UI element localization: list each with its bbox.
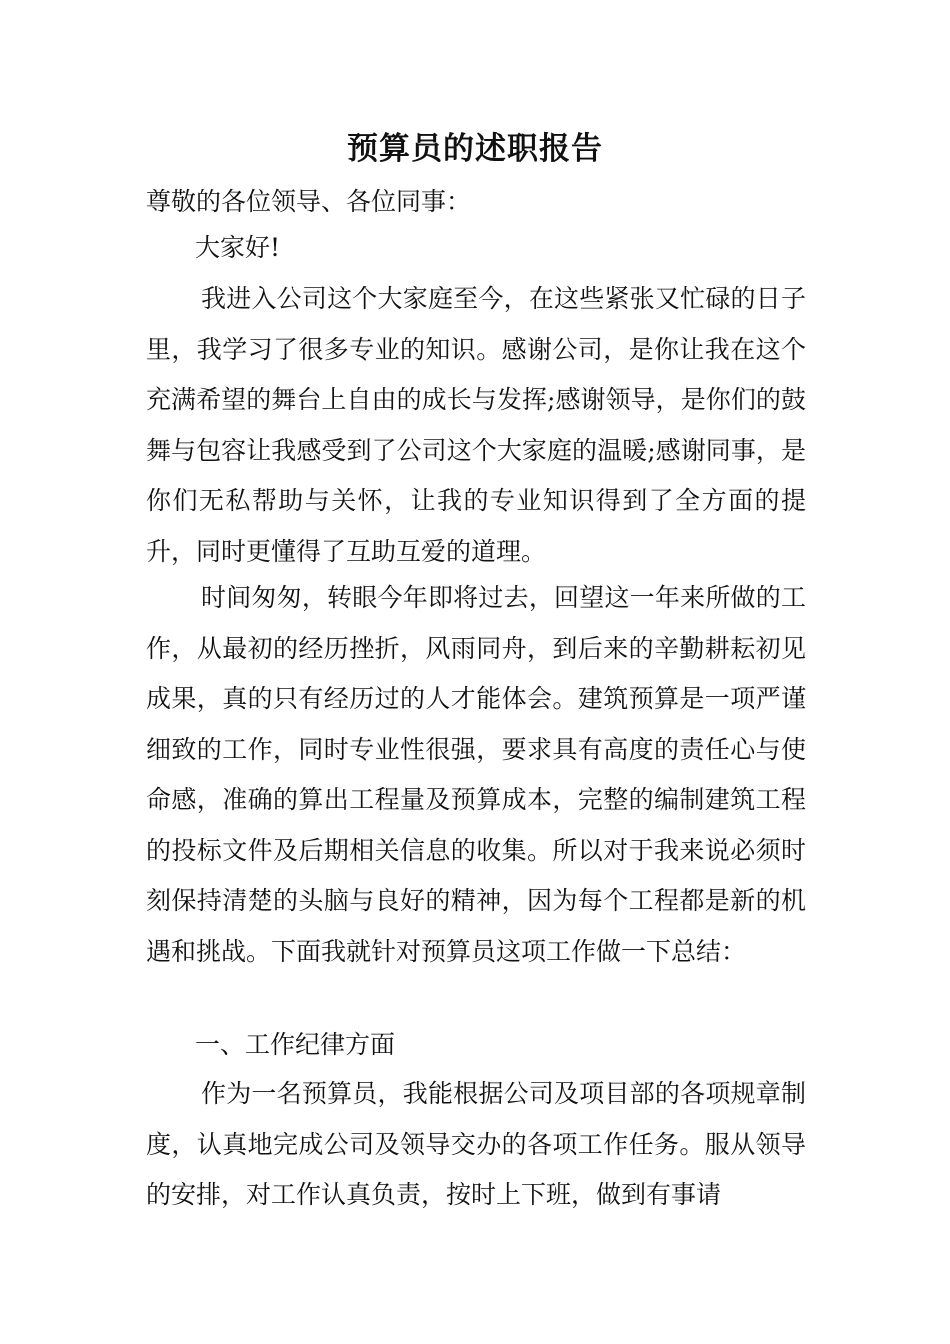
section-heading-work-discipline: 一、工作纪律方面 (195, 1030, 396, 1059)
paragraph-year-review: 时间匆匆，转眼今年即将过去，回望这一年来所做的工作，从最初的经历挫折，风雨同舟，到后来的辛勤耕耘初见成果，真的只有经历过的人才能体会。建筑预算是一项严谨细致的工作，同时专业性很强，要求具有高度的责任心与使命感，准确的算出工程量及预算成本，完整的编制建筑工程的投标文件及后期相关信息的收集。所以对于我来说必须时刻保持清楚的头脑与良好的精神，因为每个工程都是新的机遇和挑战。下面我就针对预算员这项工作做一下总结： (146, 583, 806, 966)
salutation: 尊敬的各位领导、各位同事： (146, 187, 472, 216)
greeting: 大家好! (195, 233, 281, 262)
paragraph-work-discipline: 作为一名预算员，我能根据公司及项目部的各项规章制度，认真地完成公司及领导交办的各项工作任务。服从领导的安排，对工作认真负责，按时上下班，做到有事请 (146, 1079, 806, 1209)
paragraph-gratitude: 我进入公司这个大家庭至今，在这些紧张又忙碌的日子里，我学习了很多专业的知识。感谢公司，是你让我在这个充满希望的舞台上自由的成长与发挥;感谢领导，是你们的鼓舞与包容让我感受到了公司这个大家庭的温暖;感谢同事，是你们无私帮助与关怀，让我的专业知识得到了全方面的提升，同时更懂得了互助互爱的道理。 (146, 284, 806, 566)
document-title: 预算员的述职报告 (347, 131, 603, 167)
